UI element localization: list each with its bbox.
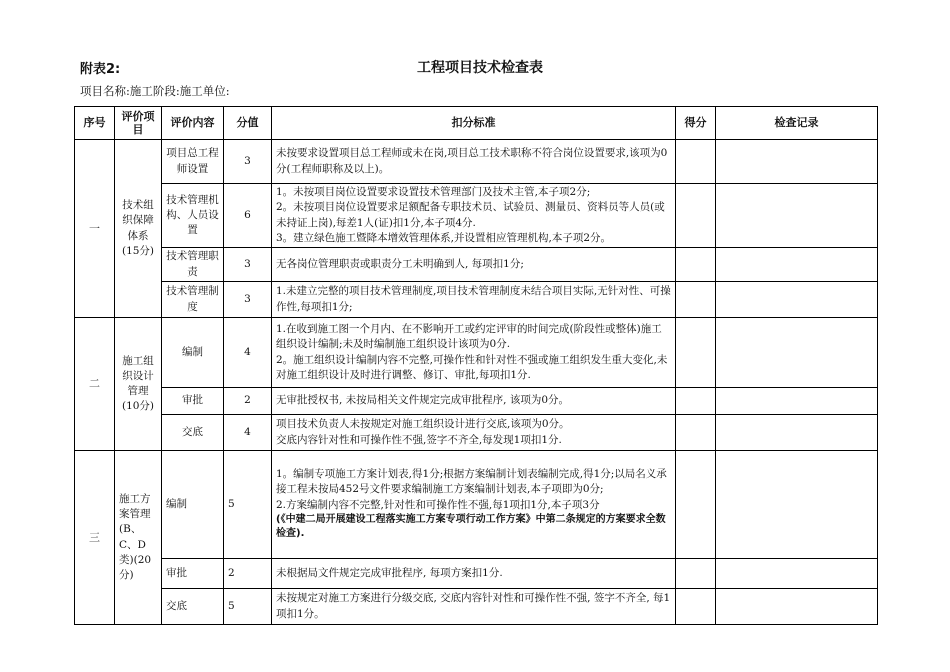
col-header-criteria: 扣分标准 — [272, 107, 676, 140]
row-content: 编制 — [162, 451, 224, 559]
row-points-cell[interactable] — [676, 140, 716, 184]
row-content: 技术管理职责 — [162, 248, 224, 282]
criteria-line: 无审批授权书, 未按局相关文件规定完成审批程序, 该项为0分。 — [276, 394, 570, 407]
document-header — [80, 56, 880, 78]
section-seq: 三 — [75, 451, 115, 625]
row-score: 3 — [224, 140, 272, 184]
criteria-line: 2。未按项目岗位设置要求足额配备专职技术员、试验员、测量员、资料员等人员(或未持证上岗),每差1人(证)扣1分,本子项4分. — [276, 201, 665, 229]
col-header-content: 评价内容 — [162, 107, 224, 140]
row-record-cell[interactable] — [716, 184, 878, 248]
table-row — [75, 559, 878, 589]
table-row — [75, 415, 878, 451]
criteria-line: 3。建立绿色施工暨降本增效管理体系,并设置相应管理机构,本子项2分。 — [276, 231, 612, 244]
row-record-cell[interactable] — [716, 388, 878, 415]
criteria-line: 2.方案编制内容不完整,针对性和可操作性不强,每1项扣1分,本子项3分 — [276, 498, 600, 511]
criteria-line: 1。编制专项施工方案计划表,得1分;根据方案编制计划表编制完成,得1分;以局名义承接工程未按局452号文件要求编制施工方案编制计划表,本子项即为0分; — [276, 468, 667, 496]
row-score: 3 — [224, 248, 272, 282]
row-score: 6 — [224, 184, 272, 248]
section-project: 技术组织保障体系(15分) — [115, 140, 162, 318]
table-row — [75, 184, 878, 248]
row-content: 技术管理制度 — [162, 282, 224, 318]
row-record-cell[interactable] — [716, 589, 878, 625]
appendix-label: 附表2: — [80, 62, 121, 77]
row-record-cell[interactable] — [716, 415, 878, 451]
row-record-cell[interactable] — [716, 282, 878, 318]
row-content: 编制 — [162, 318, 224, 388]
row-score: 2 — [224, 388, 272, 415]
row-points-cell[interactable] — [676, 248, 716, 282]
row-criteria — [272, 388, 676, 415]
col-header-points: 得分 — [676, 107, 716, 140]
row-record-cell[interactable] — [716, 451, 878, 559]
table-row — [75, 248, 878, 282]
row-points-cell[interactable] — [676, 451, 716, 559]
section-seq: 一 — [75, 140, 115, 318]
row-score: 5 — [224, 589, 272, 625]
row-record-cell[interactable] — [716, 559, 878, 589]
criteria-line: 1.未建立完整的项目技术管理制度,项目技术管理制度未结合项目实际,无针对性、可操作性,每项扣1分; — [276, 285, 671, 313]
col-header-project: 评价项目 — [115, 107, 162, 140]
row-criteria — [272, 415, 676, 451]
table-row — [75, 388, 878, 415]
row-criteria — [272, 318, 676, 388]
row-points-cell[interactable] — [676, 415, 716, 451]
row-content: 项目总工程师设置 — [162, 140, 224, 184]
section-project: 施工组织设计管理(10分) — [115, 318, 162, 451]
row-points-cell[interactable] — [676, 282, 716, 318]
criteria-line: 2。施工组织设计编制内容不完整,可操作性和针对性不强或施工组织发生重大变化,未对施工组织设计及时进行调整、修订、审批,每项扣1分. — [276, 353, 668, 381]
criteria-line: 未根据局文件规定完成审批程序, 每项方案扣1分. — [276, 566, 503, 579]
table-row — [75, 282, 878, 318]
section-project: 施工方案管理(B、C、D类)(20分) — [115, 451, 162, 625]
row-criteria — [272, 589, 676, 625]
row-points-cell[interactable] — [676, 184, 716, 248]
row-score: 4 — [224, 415, 272, 451]
row-content: 审批 — [162, 388, 224, 415]
table-row — [75, 140, 878, 184]
row-score: 5 — [224, 451, 272, 559]
criteria-line: 未按要求设置项目总工程师或未在岗,项目总工技术职称不符合岗位设置要求,该项为0分(工程师职称及以上)。 — [276, 147, 668, 175]
row-criteria — [272, 140, 676, 184]
row-criteria — [272, 184, 676, 248]
table-header-row — [75, 107, 878, 140]
row-record-cell[interactable] — [716, 140, 878, 184]
criteria-line: 1.在收到施工图一个月内、在不影响开工或约定评审的时间完成(阶段性或整体)施工组织设计编制;未及时编制施工组织设计该项为0分. — [276, 323, 662, 351]
table-row — [75, 318, 878, 388]
row-record-cell[interactable] — [716, 318, 878, 388]
criteria-line: 无各岗位管理职责或职责分工未明确到人, 每项扣1分; — [276, 257, 524, 270]
row-content: 交底 — [162, 589, 224, 625]
row-criteria — [272, 248, 676, 282]
row-criteria — [272, 559, 676, 589]
project-info-line: 项目名称:施工阶段:施工单位: — [80, 84, 230, 98]
row-points-cell[interactable] — [676, 388, 716, 415]
row-content: 技术管理机构、人员设置 — [162, 184, 224, 248]
row-content: 交底 — [162, 415, 224, 451]
inspection-table — [74, 106, 878, 625]
table-row — [75, 589, 878, 625]
col-header-seq: 序号 — [75, 107, 115, 140]
section-seq: 二 — [75, 318, 115, 451]
row-points-cell[interactable] — [676, 559, 716, 589]
row-content: 审批 — [162, 559, 224, 589]
criteria-line: 交底内容针对性和可操作性不强,签字不齐全,每发现1项扣1分. — [276, 433, 562, 446]
row-points-cell[interactable] — [676, 589, 716, 625]
col-header-score: 分值 — [224, 107, 272, 140]
row-record-cell[interactable] — [716, 248, 878, 282]
row-score: 4 — [224, 318, 272, 388]
criteria-bold-line: (《中建二局开展建设工程落实施工方案专项行动工作方案》中第二条规定的方案要求全数检查). — [276, 513, 666, 540]
table-row — [75, 451, 878, 559]
row-criteria — [272, 451, 676, 559]
row-score: 2 — [224, 559, 272, 589]
document-title: 工程项目技术检查表 — [417, 60, 543, 76]
criteria-line: 项目技术负责人未按规定对施工组织设计进行交底,该项为0分。 — [276, 418, 570, 431]
col-header-record: 检查记录 — [716, 107, 878, 140]
criteria-line: 未按规定对施工方案进行分级交底, 交底内容针对性和可操作性不强, 签字不齐全, 每1项扣1分。 — [276, 592, 671, 620]
criteria-line: 1。未按项目岗位设置要求设置技术管理部门及技术主管,本子项2分; — [276, 186, 591, 199]
row-score: 3 — [224, 282, 272, 318]
row-criteria — [272, 282, 676, 318]
row-points-cell[interactable] — [676, 318, 716, 388]
